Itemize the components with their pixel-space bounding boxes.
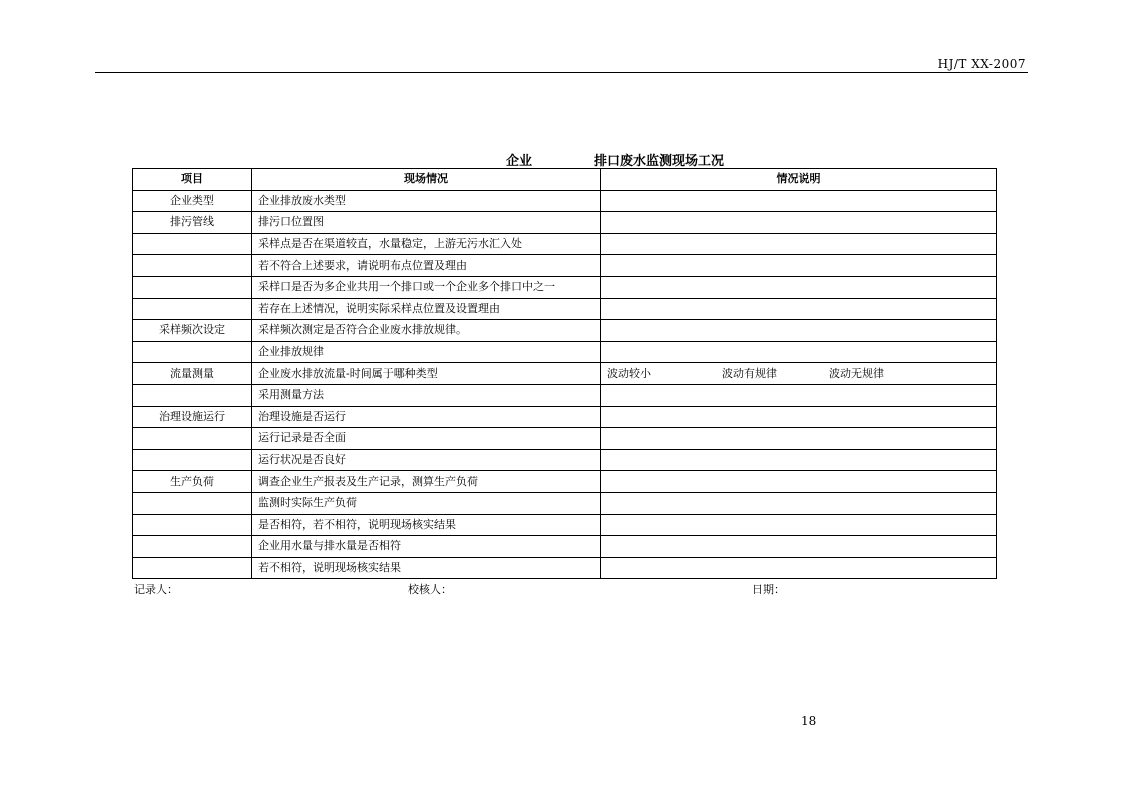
item-cell	[133, 255, 252, 277]
item-cell: 治理设施运行	[133, 406, 252, 428]
checker-field: 校核人：	[408, 583, 452, 596]
fluctuation-option[interactable]: 波动无规律	[829, 366, 884, 380]
item-cell: 采样频次设定	[133, 320, 252, 342]
situation-cell: 采样口是否为多企业共用一个排口或一个企业多个排口中之一	[252, 276, 601, 298]
item-cell: 生产负荷	[133, 471, 252, 493]
situation-cell: 运行状况是否良好	[252, 449, 601, 471]
table-row	[133, 255, 997, 277]
situation-cell: 企业废水排放流量-时间属于哪种类型	[252, 363, 601, 385]
table-row	[133, 212, 997, 234]
note-cell[interactable]	[601, 320, 997, 342]
table-row	[133, 492, 997, 514]
note-cell[interactable]	[601, 341, 997, 363]
situation-cell: 是否相符，若不相符，说明现场核实结果	[252, 514, 601, 536]
table-row	[133, 514, 997, 536]
table-body	[133, 190, 997, 579]
situation-cell: 采样频次测定是否符合企业废水排放规律。	[252, 320, 601, 342]
recorder-field: 记录人：	[134, 583, 178, 596]
note-cell[interactable]	[601, 190, 997, 212]
item-cell	[133, 449, 252, 471]
table-row	[133, 276, 997, 298]
table-row	[133, 536, 997, 558]
situation-cell: 监测时实际生产负荷	[252, 492, 601, 514]
note-cell[interactable]	[601, 449, 997, 471]
outlet-name-blank[interactable]	[532, 154, 594, 169]
item-cell	[133, 298, 252, 320]
table-row	[133, 471, 997, 493]
note-cell[interactable]	[601, 557, 997, 579]
note-cell[interactable]	[601, 212, 997, 234]
fluctuation-option[interactable]: 波动较小	[607, 366, 651, 380]
note-cell[interactable]	[601, 384, 997, 406]
standard-code: HJ/T XX-2007	[937, 57, 1026, 71]
form-title	[410, 150, 810, 169]
table-row	[133, 449, 997, 471]
header-situation: 现场情况	[252, 169, 601, 191]
title-rest: 排口废水监测现场工况	[594, 154, 725, 169]
fluctuation-option[interactable]: 波动有规律	[722, 366, 777, 380]
table-row	[133, 298, 997, 320]
table-row	[133, 320, 997, 342]
item-cell	[133, 514, 252, 536]
title-company-word: 企业	[506, 154, 533, 169]
table-row	[133, 384, 997, 406]
table-row	[133, 233, 997, 255]
item-cell: 流量测量	[133, 363, 252, 385]
note-cell[interactable]	[601, 471, 997, 493]
note-cell[interactable]	[601, 298, 997, 320]
situation-cell: 若不符合上述要求，请说明布点位置及理由	[252, 255, 601, 277]
table-row	[133, 557, 997, 579]
note-cell[interactable]	[601, 255, 997, 277]
situation-cell: 若存在上述情况，说明实际采样点位置及设置理由	[252, 298, 601, 320]
situation-cell: 排污口位置图	[252, 212, 601, 234]
table-row	[133, 190, 997, 212]
situation-cell: 调查企业生产报表及生产记录，测算生产负荷	[252, 471, 601, 493]
item-cell	[133, 428, 252, 450]
note-cell[interactable]	[601, 406, 997, 428]
situation-cell: 企业排放废水类型	[252, 190, 601, 212]
table-row	[133, 363, 997, 385]
note-cell[interactable]	[601, 276, 997, 298]
note-cell[interactable]	[601, 536, 997, 558]
item-cell: 企业类型	[133, 190, 252, 212]
situation-cell: 采用测量方法	[252, 384, 601, 406]
situation-cell: 若不相符，说明现场核实结果	[252, 557, 601, 579]
situation-cell: 采样点是否在渠道较直，水量稳定，上游无污水汇入处	[252, 233, 601, 255]
note-cell[interactable]	[601, 233, 997, 255]
item-cell	[133, 492, 252, 514]
page-number: 18	[801, 714, 817, 728]
situation-cell: 运行记录是否全面	[252, 428, 601, 450]
site-condition-table	[132, 168, 997, 579]
table-row	[133, 406, 997, 428]
note-cell[interactable]	[601, 492, 997, 514]
item-cell: 排污管线	[133, 212, 252, 234]
item-cell	[133, 276, 252, 298]
header-rule	[95, 72, 1028, 73]
item-cell	[133, 233, 252, 255]
item-cell	[133, 341, 252, 363]
table-row	[133, 428, 997, 450]
situation-cell: 治理设施是否运行	[252, 406, 601, 428]
company-name-blank[interactable]	[410, 154, 506, 169]
situation-cell: 企业排放规律	[252, 341, 601, 363]
item-cell	[133, 384, 252, 406]
date-field: 日期：	[752, 583, 785, 596]
situation-cell: 企业用水量与排水量是否相符	[252, 536, 601, 558]
table-header-row	[133, 169, 997, 191]
note-cell[interactable]	[601, 428, 997, 450]
table-row	[133, 341, 997, 363]
header-note: 情况说明	[601, 169, 997, 191]
note-cell[interactable]	[601, 514, 997, 536]
header-item: 项目	[133, 169, 252, 191]
note-cell[interactable]	[601, 363, 997, 385]
item-cell	[133, 536, 252, 558]
item-cell	[133, 557, 252, 579]
